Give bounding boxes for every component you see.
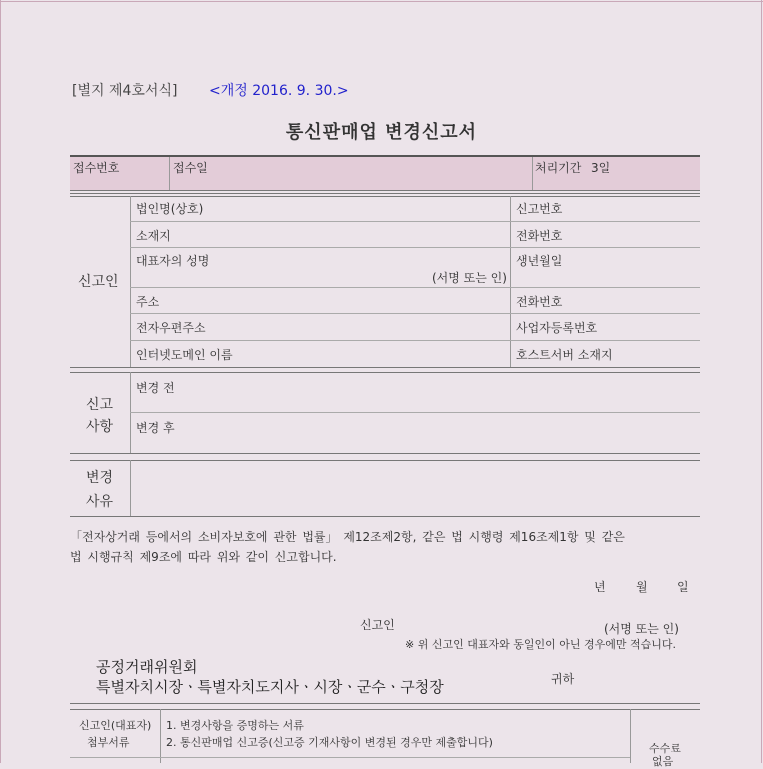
report-items-label-1: 신고	[86, 397, 114, 413]
document-title: 통신판매업 변경신고서	[285, 122, 478, 143]
report-items-top-line	[70, 372, 700, 373]
recipient-suffix: 귀하	[551, 672, 575, 686]
applicant-row-line	[130, 247, 700, 248]
reason-bottom-line	[70, 516, 700, 517]
host-server-label: 호스트서버 소재지	[516, 348, 613, 362]
phone-label-2: 전화번호	[516, 295, 563, 309]
before-change-label: 변경 전	[136, 381, 175, 395]
receipt-top-line	[70, 155, 700, 157]
date-month: 월	[636, 580, 648, 594]
attachments-label-1: 신고인(대표자)	[79, 719, 152, 732]
applicant-top-line-1	[70, 193, 700, 194]
signer-label: 신고인	[360, 618, 395, 632]
attachments-label-2: 첨부서류	[87, 736, 130, 749]
signer-footnote: ※ 위 신고인 대표자와 동일인이 아닌 경우에만 적습니다.	[405, 638, 676, 651]
applicant-row-line	[130, 340, 700, 341]
domain-name-label: 인터넷도메인 이름	[136, 348, 233, 362]
receipt-date-label: 접수일	[173, 161, 208, 175]
signer-sign-note: (서명 또는 인)	[604, 622, 679, 636]
form-label: [별지 제4호서식]	[72, 83, 178, 99]
address-label: 주소	[136, 295, 160, 309]
applicant-row-line	[130, 287, 700, 288]
business-number-label: 사업자등록번호	[516, 321, 598, 335]
attachments-label-divider	[160, 709, 161, 763]
applicant-section-label: 신고인	[78, 274, 119, 290]
statement-line-1: 「전자상거래 등에서의 소비자보호에 관한 법률」 제12조제2항, 같은 법 시행령 제16조제1항 및 같은	[70, 530, 625, 544]
applicant-bottom-line	[70, 367, 700, 368]
page-right-border	[761, 0, 762, 763]
applicant-row-line	[130, 221, 700, 222]
processing-period-label: 처리기간	[535, 161, 582, 175]
receipt-bottom-line	[70, 190, 700, 191]
attachments-row-line	[70, 757, 630, 758]
representative-name-label: 대표자의 성명	[136, 254, 210, 268]
recipient-line-2: 특별자치시장ㆍ특별자치도지사ㆍ시장ㆍ군수ㆍ구청장	[96, 678, 444, 696]
attachments-fee-divider	[630, 709, 631, 763]
location-label: 소재지	[136, 229, 171, 243]
attachment-item-1: 1. 변경사항을 증명하는 서류	[166, 719, 304, 732]
processing-period-value: 3일	[591, 161, 611, 175]
date-year: 년	[594, 580, 606, 594]
report-number-label: 신고번호	[516, 202, 563, 216]
receipt-divider-1	[169, 157, 170, 190]
reason-divider	[130, 460, 131, 516]
revision-date: <개정 2016. 9. 30.>	[209, 83, 349, 99]
recipient-line-1: 공정거래위원회	[96, 658, 198, 676]
receipt-divider-2	[532, 157, 533, 190]
receipt-number-label: 접수번호	[73, 161, 120, 175]
page-left-border	[0, 0, 1, 763]
birth-date-label: 생년월일	[516, 254, 563, 268]
fee-label: 수수료	[649, 742, 681, 755]
attachments-top-line-1	[70, 703, 700, 704]
after-change-label: 변경 후	[136, 421, 175, 435]
reason-label-1: 변경	[86, 470, 114, 486]
email-label: 전자우편주소	[136, 321, 206, 335]
page-top-border	[0, 1, 763, 2]
representative-sign-note: (서명 또는 인)	[432, 271, 507, 285]
date-day: 일	[677, 580, 689, 594]
reason-label-2: 사유	[86, 494, 114, 510]
applicant-top-line-2	[70, 196, 700, 197]
fee-value: 없음	[652, 755, 674, 768]
report-items-mid-line	[130, 412, 700, 413]
report-items-label-2: 사항	[86, 419, 114, 435]
reason-top-line	[70, 460, 700, 461]
attachment-item-2: 2. 통신판매업 신고증(신고증 기재사항이 변경된 경우만 제출합니다)	[166, 736, 493, 749]
applicant-row-line	[130, 313, 700, 314]
corp-name-label: 법인명(상호)	[136, 202, 204, 216]
statement-line-2: 법 시행규칙 제9조에 따라 위와 같이 신고합니다.	[70, 550, 337, 564]
report-items-bottom-line	[70, 453, 700, 454]
attachments-top-line-2	[70, 709, 700, 710]
phone-label-1: 전화번호	[516, 229, 563, 243]
